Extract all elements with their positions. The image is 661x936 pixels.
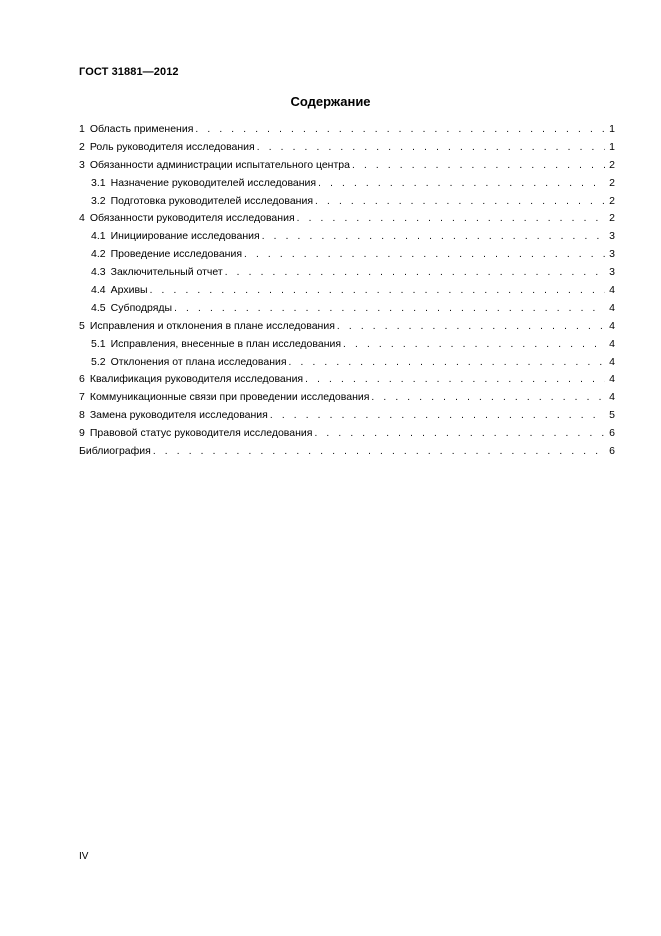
toc-entry-label: Квалификация руководителя исследования <box>89 373 304 386</box>
toc-entry[interactable] <box>79 318 615 336</box>
toc-entry[interactable] <box>79 443 615 461</box>
toc-entry-number: 8 <box>79 409 85 422</box>
toc-entry-page: 5 <box>609 409 615 422</box>
toc-entry-label: Заключительный отчет <box>110 266 223 279</box>
toc-entry-number: 4.2 <box>91 248 106 261</box>
toc-entry-page: 4 <box>609 284 615 297</box>
toc-entry-page: 6 <box>609 427 615 440</box>
toc-entry[interactable] <box>79 228 615 246</box>
toc-entry[interactable] <box>79 157 615 175</box>
toc-dot-leader <box>257 139 605 157</box>
toc-entry-page: 4 <box>609 373 615 386</box>
toc-entry-page: 1 <box>609 140 615 153</box>
toc-entry-label: Замена руководителя исследования <box>89 409 268 422</box>
toc-entry-page: 2 <box>609 212 615 225</box>
toc-entry[interactable] <box>79 246 615 264</box>
toc-entry-number: 2 <box>79 140 85 153</box>
toc-dot-leader <box>314 425 605 443</box>
toc-dot-leader <box>297 210 605 228</box>
toc-entry[interactable] <box>79 210 615 228</box>
toc-entry-page: 4 <box>609 355 615 368</box>
toc-title: Содержание <box>290 94 371 109</box>
toc-entry-label: Отклонения от плана исследования <box>110 355 287 368</box>
toc-entry-page: 2 <box>609 158 615 171</box>
toc-entry-page: 2 <box>609 176 615 189</box>
toc-dot-leader <box>153 443 605 461</box>
toc-entry-number: 1 <box>79 123 85 135</box>
toc-entry[interactable] <box>79 389 615 407</box>
toc-entry-label: Проведение исследования <box>110 248 243 261</box>
toc-entry[interactable] <box>79 121 615 139</box>
toc-dot-leader <box>352 157 605 175</box>
toc-entry-label: Исправления, внесенные в план исследования <box>110 337 342 350</box>
toc-entry-number: 6 <box>79 373 85 386</box>
toc-entry[interactable] <box>79 139 615 157</box>
toc-entry-page: 2 <box>609 194 615 207</box>
toc-entry-page: 4 <box>609 319 615 332</box>
toc-entry-number: 4.4 <box>91 284 106 297</box>
toc-entry-number: 9 <box>79 427 85 440</box>
toc-entry[interactable] <box>79 264 615 282</box>
toc-entry[interactable] <box>79 354 615 372</box>
toc-entry-number: 4.1 <box>91 230 106 243</box>
toc-entry-page: 6 <box>609 445 615 458</box>
toc-dot-leader <box>150 282 605 300</box>
toc-entry-number: 4.5 <box>91 301 106 314</box>
document-code: ГОСТ 31881—2012 <box>79 66 179 78</box>
toc-entry[interactable] <box>79 407 615 425</box>
toc-dot-leader <box>289 354 605 372</box>
toc-entry-label: Коммуникационные связи при проведении исследования <box>89 391 370 404</box>
toc-dot-leader <box>270 407 605 425</box>
toc-entry-label: Исправления и отклонения в плане исследования <box>89 319 335 332</box>
toc-dot-leader <box>195 121 605 139</box>
toc-entry[interactable] <box>79 371 615 389</box>
page-number: IV <box>79 851 89 862</box>
toc-entry[interactable] <box>79 175 615 193</box>
toc-dot-leader <box>305 371 605 389</box>
toc-dot-leader <box>315 193 605 211</box>
toc-entry-label: Обязанности администрации испытательного центра <box>89 158 350 171</box>
toc-entry-number: 4.3 <box>91 266 106 279</box>
toc-entry[interactable] <box>79 193 615 211</box>
toc-entry-number: 3.1 <box>91 176 106 189</box>
toc-entry-number: 3 <box>79 158 85 171</box>
toc-dot-leader <box>225 264 605 282</box>
toc-entry-label: Субподряды <box>110 301 173 314</box>
toc-entry-page: 3 <box>609 248 615 261</box>
toc-entry-number: 7 <box>79 391 85 404</box>
toc-entry-page: 3 <box>609 266 615 279</box>
toc-entry-page: 4 <box>609 337 615 350</box>
toc-entry[interactable] <box>79 336 615 354</box>
toc-entry-number: 5 <box>79 319 85 332</box>
toc-entry-label: Подготовка руководителей исследования <box>110 194 314 207</box>
toc-entry[interactable] <box>79 300 615 318</box>
toc-entry-page: 4 <box>609 391 615 404</box>
toc-entry-number: 5.2 <box>91 355 106 368</box>
toc-dot-leader <box>244 246 605 264</box>
toc-entry-label: Роль руководителя исследования <box>89 140 255 153</box>
toc-entry-label: Назначение руководителей исследования <box>110 176 317 189</box>
table-of-contents <box>79 121 615 461</box>
toc-entry-label: Архивы <box>110 284 148 297</box>
toc-entry-label: Инициирование исследования <box>110 230 260 243</box>
toc-dot-leader <box>371 389 605 407</box>
toc-entry[interactable] <box>79 282 615 300</box>
toc-dot-leader <box>262 228 605 246</box>
toc-dot-leader <box>337 318 605 336</box>
toc-entry[interactable] <box>79 425 615 443</box>
toc-entry-page: 4 <box>609 301 615 314</box>
toc-dot-leader <box>343 336 605 354</box>
toc-entry-number: 4 <box>79 212 85 225</box>
toc-entry-number: 3.2 <box>91 194 106 207</box>
toc-entry-label: Библиография <box>79 445 151 458</box>
toc-dot-leader <box>174 300 605 318</box>
toc-entry-label: Правовой статус руководителя исследования <box>89 427 313 440</box>
toc-dot-leader <box>318 175 605 193</box>
toc-entry-label: Обязанности руководителя исследования <box>89 212 295 225</box>
toc-entry-page: 1 <box>609 123 615 135</box>
toc-entry-label: Область применения <box>89 123 194 135</box>
toc-entry-page: 3 <box>609 230 615 243</box>
toc-entry-number: 5.1 <box>91 337 106 350</box>
